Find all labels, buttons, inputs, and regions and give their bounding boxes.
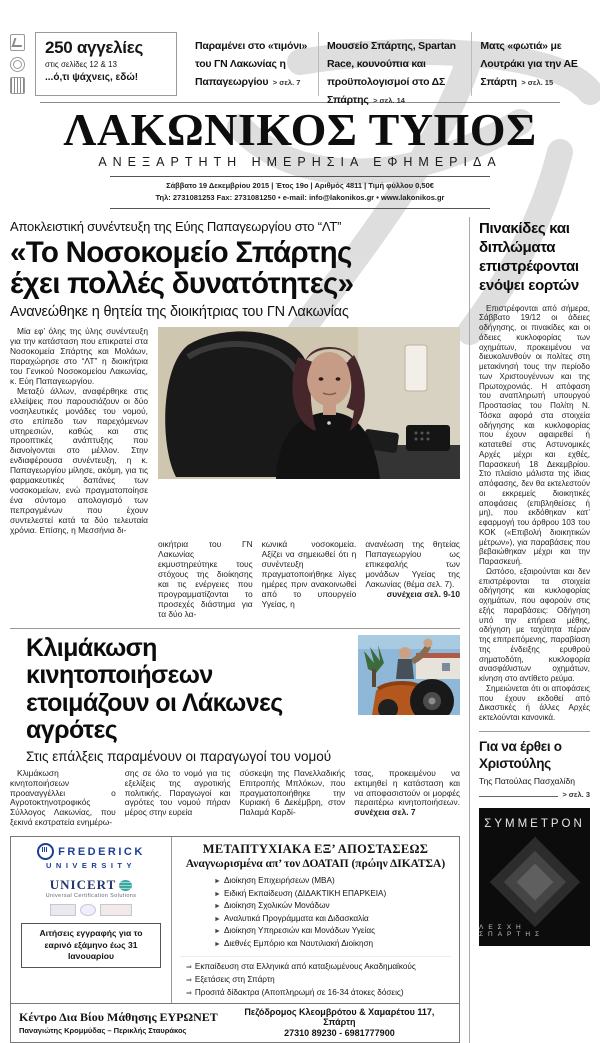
lead-paragraph: Μεταξύ άλλων, αναφέρθηκε στις ελλείψεις που παρουσιάζουν οι δύο νοσηλευτικές μονάδες του νομού, στο επίπεδο των παρεχόμενων υπηρεσιών, καθώς και στις προοπτικές ανάπτυξης που διανοίγονται στο μέλλον. Στην ενδιαφέρουσα συνέντευξη, η κ. Παπαγεωργίου μίλησε, ακόμη, για τις φαρμακευτικές δαπάνες των νοσοκομείων, ενώ πραγματοποίησε ένα σύντομο απολογισμό των πεπραγμένων που έχουν συντελεστεί κατά τα δύο τελευταία χρόνια. Επίσης, η Μεσσήνια δι- [10,385,148,535]
arrow-bullet-icon: ► [214,940,221,948]
cert-logo-icon [100,904,132,916]
lead-cont-col: οικήτρια του ΓΝ Λακωνίας εκμυστηρεύτηκε τους στόχους της διοίκησης και τις ενέργειες που προγραμματίζονται το προσεχές διάστημα για τα δύο λα- [158,539,253,619]
farmers-col: σης σε όλο το νομό για τις εξελίξεις της αγροτικής πολιτικής. Παραγωγοί και αγρότες του νομού πήραν μέρος στην ευρεία [124,767,231,818]
lead-paragraph: Μία εφ’ όλης της ύλης συνέντευξη για την κατάσταση που επικρατεί στα Νοσοκομεία Σπάρτης και Μολάων, παραχώρησε στο “ΛΤ” η διοικήτρια του Γενικού Νοσοκομείου Λακωνίας, κ. Εύη Παπαγεωργίου. [10,326,148,386]
program-item: Διοίκηση Σχολικών Μονάδων [223,901,330,911]
issue-contact: Τηλ: 2731081253 Fax: 2731081250 • e-mail: info@lakonikos.gr • www.lakonikos.gr [155,192,445,202]
newspaper-title: ΛΑΚΩΝΙΚΟΣ ΤΥΠΟΣ [63,104,537,155]
farmers-subhead: Στις επάλξεις παραμένουν οι παραγωγοί του νομού [26,748,332,764]
frederick-brand-sub: UNIVERSITY [45,861,136,871]
lead-headline-line1: «Το Νοσοκομείο Σπάρτης [10,235,352,269]
program-list [180,875,451,950]
promo-pageref: > σελ. 3 [562,789,590,799]
program-item: Διοίκηση Επιχειρήσεων (MBA) [223,876,335,886]
open-arrow-icon: ⇒ [186,989,192,997]
farmers-col: Κλιμάκωση κινητοποιήσεων προαναγγέλλει ο Αγροτοκτηνοτροφικός Σύλλογος Λακωνίας, που ξεκινά εκστρατεία ενημέρω- [10,767,116,828]
certification-logos [15,904,167,916]
open-arrow-icon: ⇒ [186,964,192,972]
farmers-col: σύσκεψη της Πανελλαδικής Επιτροπής Μπλόκων, που πραγματοποιήθηκε την Κυριακή 6 Δεκέμβρη, στον Παλαμά Καρδί- [239,767,346,818]
promo-rule [479,796,558,797]
teaser-text: Μουσείο Σπάρτης, Spartan Race, κουνούπια και προϋπολογισμοί στο ΔΣ Σπάρτης [326,40,456,106]
farmers-col: τσας, προκειμένου να εκτιμηθεί η κατάσταση και να αποφασιστούν οι μορφές περαιτέρω κινητοποιήσεων. [354,767,460,808]
sidebar-article [479,219,590,723]
ad-right-panel [172,837,459,1003]
open-arrow-icon: ⇒ [186,977,192,984]
promo-byline: Της Πατούλας Πασχαλίδη [479,775,575,786]
feature-item: Προσιτά δίδακτρα (Αποπληρωμή σε 16-34 άτοκες δόσεις) [194,987,404,997]
ad-footer-persons: Παναγιώτης Κρομμύδας – Περικλής Σταυράκος [19,1025,187,1035]
ad-footer-address: Πεζόδρομος Κλεομβρότου & Χαμαρέτου 117, Σπάρτη [244,1006,435,1027]
classifieds-pages: στις σελίδες 12 & 13 [45,60,117,69]
lead-headline-line2: έχει πολλές δυνατότητες» [10,267,354,301]
lead-continued-pageref: συνέχεια σελ. 9-10 [386,589,460,599]
ad-footer-org: Κέντρο Δια Βίου Μάθησης ΕΥΡΩΝΕΤ [19,1009,218,1024]
symmetron-tagline: ΛΕΣΧΗ ΣΠΑΡΤΗΣ [479,923,545,938]
feature-list [180,956,451,1000]
promo-title: Για να έρθει ο Χριστούλης [479,738,562,771]
arrow-bullet-icon: ► [214,903,221,911]
article-divider [10,628,460,629]
classifieds-box [35,32,177,96]
publisher-mark-icon [10,34,25,51]
frederick-logo-icon [37,843,54,860]
farmers-body-columns [10,769,460,828]
sidebar-paragraph: Σημειώνεται ότι οι αποφάσεις που έχουν εκδοθεί από Δικαστικές ή άλλες Αρχές εκτελούνται κανονικά. [479,683,590,723]
masthead [10,104,590,209]
ad-footer-phones: 27310 89230 - 6981777900 [284,1027,395,1038]
ad-title: ΜΕΤΑΠΤΥΧΙΑΚΑ ΕΞ’ ΑΠΟΣΤΑΣΕΩΣ [202,842,429,857]
lead-intro-column [10,327,148,535]
symmetron-name: ΣΥΜΜΕΤΡΟΝ [479,818,590,830]
sidebar-divider [479,731,590,732]
classifieds-slogan: ...ό,τι ψάχνεις, εδώ! [45,72,139,83]
arrow-bullet-icon: ► [214,890,221,898]
teaser-pageref: > σελ. 7 [272,78,301,87]
sidebar-promo [479,739,590,799]
frederick-brand: FREDERICK [58,845,145,858]
unicert-brand: UNICERT [49,877,117,893]
farmers-continued-pageref: συνέχεια σελ. 7 [354,807,416,818]
teaser-pageref: > σελ. 15 [521,78,554,87]
university-ad [10,836,460,1043]
teaser-text: Ματς «φωτιά» με Λουτράκι για την ΑΕ Σπάρτη [480,40,578,88]
lead-cont-col: κωνικά νοσοκομεία. Αξίζει να σημειωθεί ότι η συνέντευξη πραγματοποιήθηκε λίγες ημέρες πριν ανακοινωθεί από το υπουργείο Υγείας, η [261,539,357,609]
teaser-pageref: > σελ. 14 [373,96,405,105]
teaser-item-museum [318,32,461,106]
arrow-bullet-icon: ► [214,915,221,923]
lead-headline [10,237,460,300]
barcode-icon [10,77,25,94]
farmers-photo-tractor [358,635,460,715]
classifieds-title: 250 αγγελίες [45,38,144,57]
globe-icon [119,880,132,891]
top-teaser-bar [10,32,588,106]
sidebar-column [469,217,590,1043]
lead-subhead: Ανανεώθηκε η θητεία της διοικήτριας του ΓΝ Λακωνίας [10,304,349,321]
sidebar-paragraph: Ωστόσο, εξαιρούνται και δεν επιστρέφονται τα στοιχεία οδήγησης και κυκλοφορίας οχημάτων, που αφορούν στις εξής παραβάσεις: Οδήγηση υπό την επήρεια μέθης, οδήγηση με ταχύτητα πέραν της επιτρεπόμενης, παραβίαση της ένδειξης ερυθρού σηματοδότη, κυκλοφορία ανασφάλιστων οχημάτων, κίνηση στο αντίθετο ρεύμα. [479,566,590,684]
lead-article [10,219,460,620]
arrow-bullet-icon: ► [214,928,221,936]
edition-marks [10,32,25,96]
symmetron-ad [479,808,590,946]
farmers-headline-line2: ετοιμάζουν οι Λάκωνες αγρότες [26,688,283,745]
farmers-article [10,635,460,828]
sidebar-article-title: Πινακίδες και διπλώματα επιστρέφονται ενόψει εορτών [479,219,579,295]
program-item: Διεθνές Εμπόριο και Ναυτιλιακή Διοίκηση [223,938,374,948]
ad-left-panel [11,837,172,1003]
farmers-headline-line1: Κλιμάκωση κινητοποιήσεων [26,633,213,690]
program-item: Ειδική Εκπαίδευση (ΔΙΔΑΚΤΙΚΗ ΕΠΑΡΚΕΙΑ) [223,888,387,898]
cert-logo-icon [80,904,96,916]
teaser-text: Παραμένει στο «τιμόνι» του ΓΝ Λακωνίας η Παπαγεωργίου [195,40,308,88]
enrollment-notice: Αιτήσεις εγγραφής για το εαρινό εξάμηνο έως 31 Ιανουαρίου [21,923,161,968]
lead-photo-director-portrait [158,327,460,479]
dateline-box [110,176,490,209]
feature-item: Εξετάσεις στη Σπάρτη [194,975,275,984]
lead-kicker: Αποκλειστική συνέντευξη της Εύης Παπαγεωργίου στο “ΛΤ” [10,218,342,234]
program-item: Αναλυτικά Προγράμματα και Διδασκαλία [223,913,369,923]
issue-dateline: Σάββατο 19 Δεκεμβρίου 2015 | Έτος 19ο | Αριθμός 4811 | Τιμή φύλλου 0,50€ [166,180,434,190]
ad-footer [11,1003,459,1042]
lead-continuation-columns [158,540,460,619]
copyright-icon [10,57,25,72]
farmers-headline [26,635,348,745]
teaser-divider [40,102,560,103]
teaser-item-hospital [187,32,308,96]
newspaper-subtitle: ΑΝΕΞΑΡΤΗΤΗ ΗΜΕΡΗΣΙΑ ΕΦΗΜΕΡΙΔΑ [98,154,502,169]
feature-item: Εκπαίδευση στα Ελληνικά από καταξιωμένους Ακαδημαϊκούς [194,962,416,972]
lead-cont-col: ανανέωση της θητείας Παπαγεωργίου ως επικεφαλής των μονάδων Υγείας της Λακωνίας (θέμα σελ. 7). [365,539,460,590]
arrow-bullet-icon: ► [214,878,221,886]
teaser-item-match [471,32,588,96]
cert-logo-icon [50,904,76,916]
main-column [10,217,460,1043]
ad-subtitle: Αναγνωρισμένα απ’ τον ΔΟΑΤΑΠ (πρώην ΔΙΚΑΤΣΑ) [185,858,446,871]
unicert-brand-sub: Universal Certification Solutions [45,893,137,900]
program-item: Διοίκηση Υπηρεσιών και Μονάδων Υγείας [223,926,376,936]
sidebar-paragraph: Επιστρέφονται από σήμερα, Σάββατο 19/12 οι άδειες οδήγησης, οι πινακίδες και οι άδειες κυκλοφορίας των οχημάτων, προκειμένου να διευκολυνθούν οι πολίτες στη μετακίνησή τους την περίοδο των Χριστουγέννων και της Πρωτοχρονιάς. Η απόφαση του αναπληρωτή υπουργού Προστασίας του Πολίτη Ν. Τόσκα αφορά στα στοιχεία οδήγησης και κυκλοφορίας που έχουν αφαιρεθεί ή κατατεθεί στις Αστυνομικές Αρχές μέχρι και εχθές, Παρασκευή 18 Δεκεμβρίου. Στο πλαίσιο μάλιστα της ίδιας απόφασης, δεν θα εκτελεστούν οι εκκρεμείς διοικητικές αποφάσεις (επιβληθείσες ή μη), που εκδόθηκαν κατ’ εφαρμογή του άρθρου 103 του ΚΟΚ («Επιβολή διοικητικών μέτρων»), για παραβάσεις που βεβαιώθηκαν μέχρι και την Παρασκευή. [479,303,590,567]
